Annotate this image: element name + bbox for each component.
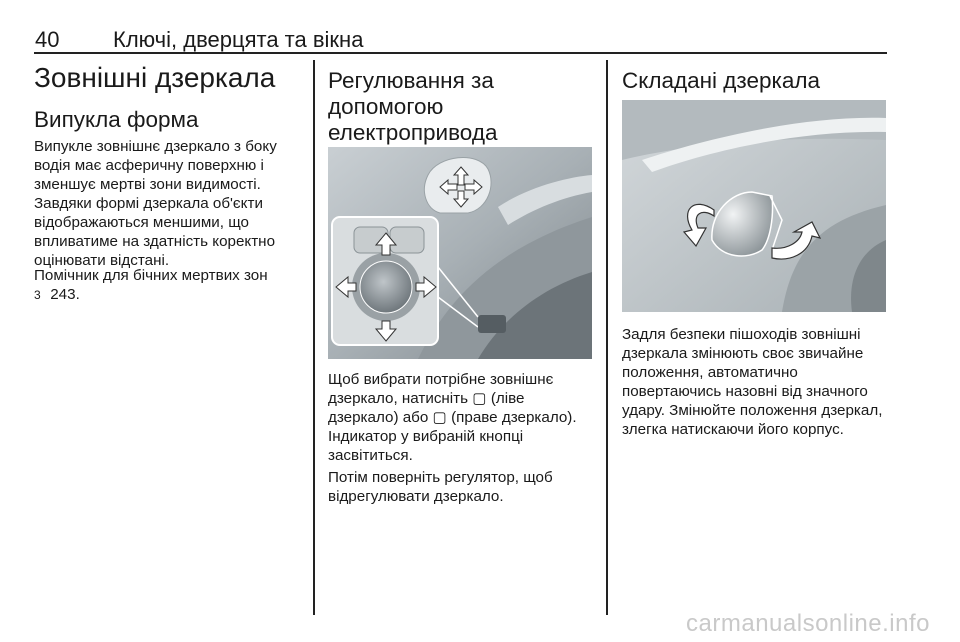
electric-adjust-text-2: Потім поверніть регулятор, щоб відрегулювати дзеркало. <box>328 469 553 505</box>
chapter-title: Ключі, дверцята та вікна <box>113 27 364 52</box>
watermark: carmanualsonline.info <box>686 610 930 637</box>
page-number: 40 <box>35 27 60 52</box>
convex-shape-heading: Випукла форма <box>34 107 199 132</box>
page-reference-icon: 3 <box>34 288 41 302</box>
blind-spot-label: Помічник для бічних мертвих зон <box>34 267 268 284</box>
folding-mirrors-text: Задля безпеки пішоходів зовнішні дзеркала змінюють своє звичайне положення, автоматично повертаючись назовні від значного удару. Змінюйте положення дзеркал, злегка натискаючи його корпус. <box>622 326 883 438</box>
mirror-switch-illustration <box>328 147 592 359</box>
electric-adjust-heading: Регулювання за допомогою електропривода <box>328 68 498 145</box>
folding-mirrors-heading: Складані дзеркала <box>622 68 821 93</box>
header-rule <box>34 52 887 54</box>
section-title: Зовнішні дзеркала <box>34 62 276 93</box>
column-divider-right <box>606 60 608 615</box>
page-reference[interactable]: 243. <box>50 286 80 303</box>
convex-shape-text: Випукле зовнішнє дзеркало з боку водія має асферичну поверхню і зменшує мертві зони видимості. Завдяки формі дзеркала об'єкти відображаються меншими, що впливатиме на здатність коректно оцінювати відстані. <box>34 138 277 269</box>
electric-adjust-text: Щоб вибрати потрібне зовнішнє дзеркало, натисніть ▢ (ліве дзеркало) або ▢ (праве дзеркало). Індикатор у вибраній кнопці засвітиться. <box>328 371 577 464</box>
folding-mirror-illustration <box>622 100 886 312</box>
blind-spot-text <box>34 266 296 305</box>
column-divider-left <box>313 60 315 615</box>
